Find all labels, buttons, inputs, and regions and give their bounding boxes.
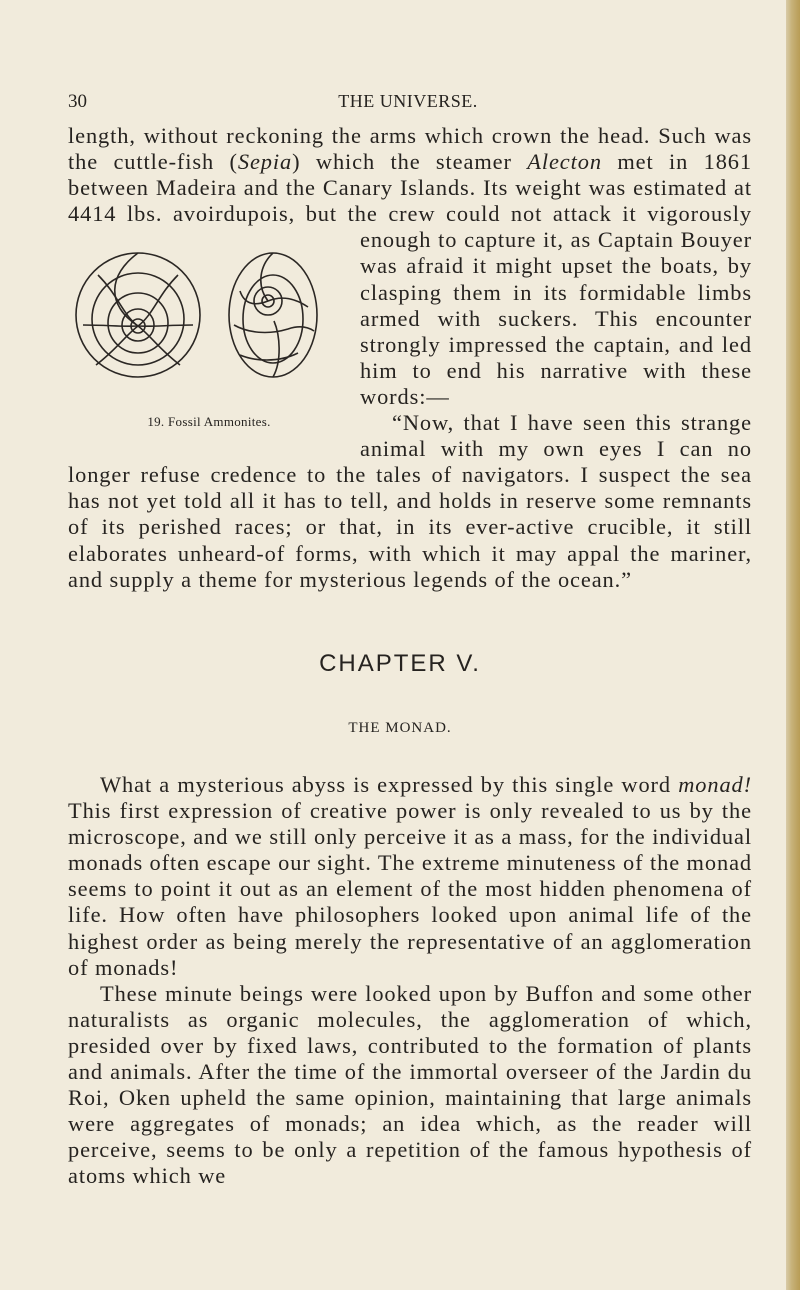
running-head: THE UNIVERSE.: [338, 91, 478, 111]
italic-sepia: Sepia: [237, 149, 293, 175]
paragraph-quote: “Now, that I have seen this strange animal with my own eyes I can no longer refuse credence to the tales of navigators. I suspect the sea has not yet told all it has to tell, and holds in reserve some remnants of its perished races; or that, in its ever-active crucible, it still elaborates unheard-of forms, with which it may appal the mariner, and supply a theme for mysterious legends of the ocean.”: [68, 410, 752, 592]
figure-caption: 19. Fossil Ammonites.: [147, 414, 271, 430]
italic-monad: monad!: [678, 772, 752, 797]
ammonite-illustration-icon: [68, 235, 350, 415]
page-number: 30: [68, 91, 87, 112]
figure-fossil-ammonites: [68, 227, 350, 439]
chapter-title: CHAPTER V.: [319, 650, 481, 677]
page-edge: [786, 0, 800, 1290]
paragraph-cuttlefish: length, without reckoning the arms which crown the head. Such was the cuttle-fish (Sepia) which the steamer Alecton met in 1861 between Madeira and the Canary Islands. Its weight was estimated at 4414 lbs. avoirdupois, but the crew could not attack it vigorously enough to 19. Fossil Ammonites. capture it, as Captain Bouyer was afraid it might upset the boats, by clasping them in its formidable limbs armed with suckers. This encounter strongly impressed the captain, and led him to end his narrative with these words:—: [68, 123, 752, 410]
paragraph-organic-molecules: These minute beings were looked upon by Buffon and some other naturalists as organic molecules, the agglomeration of which, presided over by fixed laws, contributed to the formation of plants and animals. After the time of the immortal overseer of the Jardin du Roi, Oken upheld the same opinion, maintaining that large animals were aggregates of monads; an idea which, as the reader will perceive, seems to be only a repetition of the famous hypothesis of atoms which we: [68, 980, 752, 1189]
text-block-chapter: [68, 772, 752, 1190]
text-block-top: [68, 123, 752, 593]
paragraph-monad-abyss: What a mysterious abyss is expressed by this single word monad! This first expression of creative power is only revealed to us by the microscope, and we still only perceive it as a mass, for the individual monads often escape our sight. The extreme minuteness of the monad seems to point it out as an element of the most hidden phenomena of life. How often have philosophers looked upon animal life of the highest order as being merely the representative of an agglomeration of monads!: [68, 772, 752, 980]
chapter-subtitle: THE MONAD.: [348, 720, 452, 736]
italic-alecton: Alecton: [527, 149, 602, 175]
page-header: [68, 91, 748, 115]
